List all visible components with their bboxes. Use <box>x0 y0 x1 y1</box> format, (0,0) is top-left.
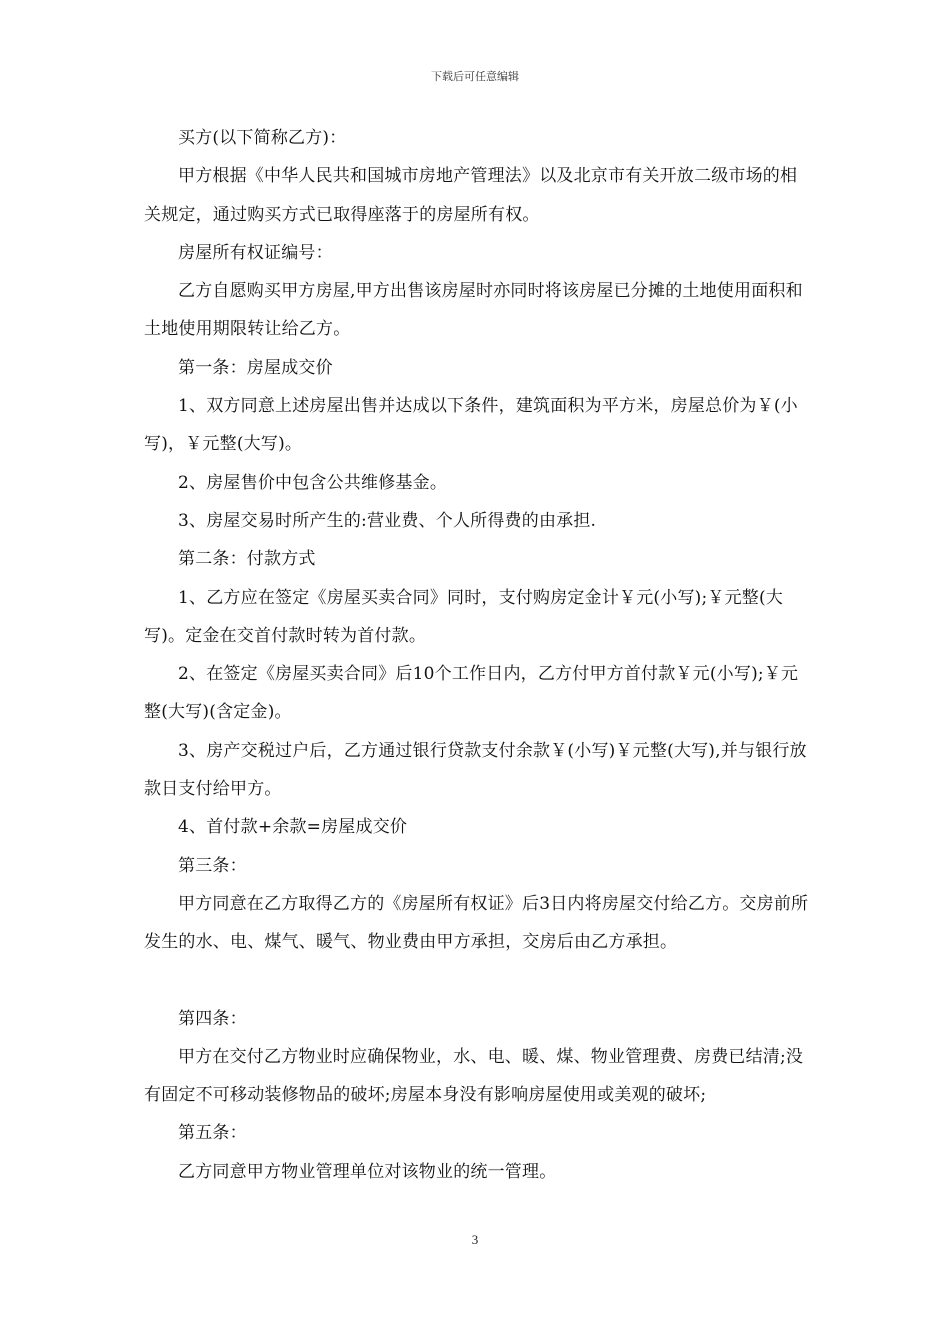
article-1-item-2: 2、房屋售价中包含公共维修基金。 <box>178 472 448 493</box>
article-2-heading: 第二条：付款方式 <box>178 549 316 570</box>
paragraph-ownership: 甲方根据《中华人民共和国城市房地产管理法》以及北京市有关开放二级市场的相关规定，通过购买方式已取得座落于的房屋所有权。 <box>144 166 798 225</box>
article-2-item-2: 2、在签定《房屋买卖合同》后10个工作日内，乙方付甲方首付款￥元(小写);￥元整(大写)(含定金)。 <box>144 664 799 723</box>
paragraph-buyer: 买方(以下简称乙方)： <box>178 128 347 148</box>
article-2-item-3: 3、房产交税过户后，乙方通过银行贷款支付余款￥(小写)￥元整(大写),并与银行放款日支付给甲方。 <box>144 740 807 800</box>
article-1-heading: 第一条：房屋成交价 <box>178 357 333 378</box>
article-1-item-1: 1、双方同意上述房屋出售并达成以下条件，建筑面积为平方米，房屋总价为￥(小写)，￥元整(大写)。 <box>144 396 798 455</box>
article-4-body: 甲方在交付乙方物业时应确保物业，水、电、暖、煤、物业管理费、房费已结清;没有固定不可移动装修物品的破坏;房屋本身没有影响房屋使用或美观的破坏; <box>144 1046 804 1106</box>
paragraph-land-transfer: 乙方自愿购买甲方房屋,甲方出售该房屋时亦同时将该房屋已分摊的土地使用面积和土地使用期限转让给乙方。 <box>144 281 803 340</box>
article-1-item-3: 3、房屋交易时所产生的:营业费、个人所得费的由承担. <box>178 510 597 531</box>
document-header-note: 下载后可任意编辑 <box>431 70 519 83</box>
paragraph-certificate-number: 房屋所有权证编号： <box>178 242 333 263</box>
article-5-heading: 第五条： <box>178 1123 247 1144</box>
contract-body <box>144 119 812 1191</box>
page-number: 3 <box>471 1232 479 1247</box>
article-2-item-1: 1、乙方应在签定《房屋买卖合同》同时，支付购房定金计￥元(小写);￥元整(大写)。定金在交首付款时转为首付款。 <box>144 587 784 646</box>
article-5-body: 乙方同意甲方物业管理单位对该物业的统一管理。 <box>178 1161 557 1182</box>
article-3-heading: 第三条： <box>178 855 247 876</box>
article-4-heading: 第四条： <box>178 1008 247 1029</box>
paragraph-spacer <box>144 962 812 1000</box>
article-3-body: 甲方同意在乙方取得乙方的《房屋所有权证》后3日内将房屋交付给乙方。交房前所发生的水、电、煤气、暖气、物业费由甲方承担，交房后由乙方承担。 <box>144 893 809 953</box>
article-2-item-4: 4、首付款+余款=房屋成交价 <box>178 817 408 838</box>
